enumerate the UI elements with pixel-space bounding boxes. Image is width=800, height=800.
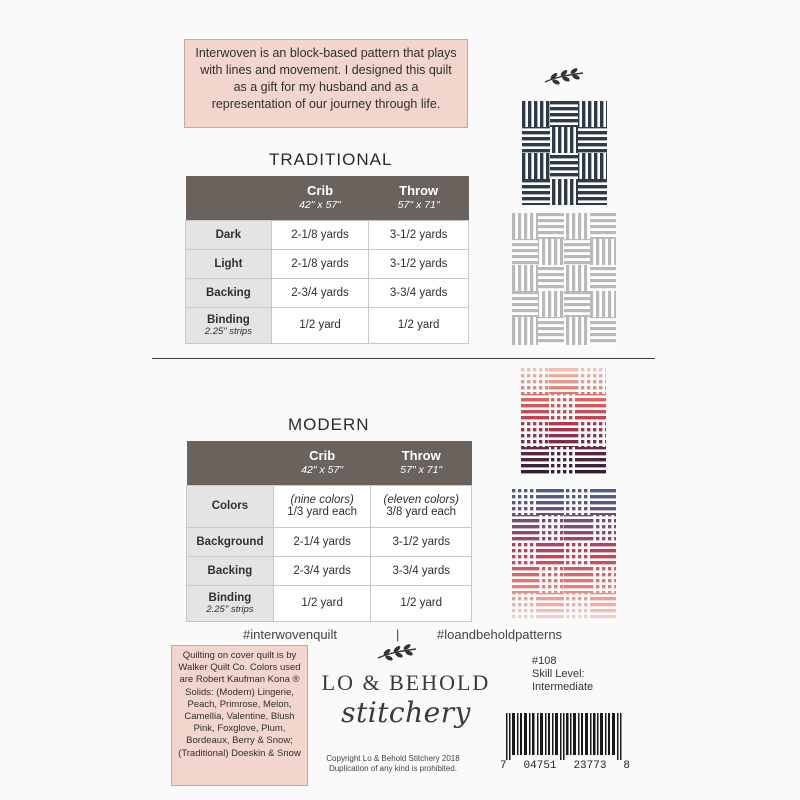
row-sublabel: 2.25" strips <box>204 325 252 337</box>
table-cell: 2-1/4 yards <box>273 527 371 556</box>
fabric-notes-box <box>171 645 308 786</box>
modern-throw-quilt-image <box>512 489 616 620</box>
column-header-crib: Crib 42" x 57" <box>273 441 371 485</box>
table-cell: 2-1/8 yards <box>271 249 369 278</box>
table-row <box>186 249 469 278</box>
table-row <box>187 556 472 585</box>
modern-crib-quilt-image <box>521 368 606 474</box>
row-label: Backing <box>187 556 274 585</box>
intro-box <box>184 39 468 128</box>
copyright-line: Duplication of any kind is prohibited. <box>328 764 458 773</box>
modern-title: MODERN <box>288 415 370 434</box>
table-cell: 3-1/2 yards <box>371 527 472 556</box>
brand-name: LO & BEHOLD <box>321 670 491 695</box>
table-row <box>186 220 469 249</box>
row-label: Backing <box>186 278 272 307</box>
copyright-notice <box>300 754 486 774</box>
brand-logo <box>321 670 491 730</box>
skill-value: Intermediate <box>532 681 594 693</box>
table-row <box>186 307 469 343</box>
table-cell: 1/2 yard <box>371 585 472 621</box>
laurel-sprig-icon <box>375 643 419 663</box>
column-dims: 57" x 71" <box>397 198 440 211</box>
table-header-row <box>187 441 472 485</box>
column-dims: 42" x 57" <box>301 463 344 476</box>
column-header-crib: Crib 42" x 57" <box>271 176 369 220</box>
section-divider <box>152 358 655 359</box>
barcode-digit: 04751 <box>523 760 557 772</box>
traditional-crib-quilt-image <box>522 101 607 205</box>
laurel-sprig-icon <box>542 67 586 87</box>
table-row <box>187 527 472 556</box>
table-cell: 3-1/2 yards <box>369 220 469 249</box>
barcode-digit: 23773 <box>573 760 607 772</box>
column-dims: 42" x 57" <box>299 198 341 211</box>
table-cell: 2-1/8 yards <box>271 220 369 249</box>
table-cell: (nine colors) 1/3 yard each <box>273 485 371 527</box>
table-cell: 3-1/2 yards <box>369 249 469 278</box>
barcode-digit: 7 <box>500 760 507 772</box>
traditional-title: TRADITIONAL <box>269 150 393 169</box>
table-cell: 1/2 yard <box>273 585 371 621</box>
table-row <box>186 278 469 307</box>
column-header-throw: Throw 57" x 71" <box>371 441 472 485</box>
brand-script: stitchery <box>341 696 471 729</box>
pattern-meta <box>532 655 593 694</box>
traditional-table <box>185 176 469 344</box>
barcode-digits <box>500 760 630 772</box>
copyright-line: Copyright Lo & Behold Stitchery 2018 <box>326 754 460 763</box>
table-cell: 3-3/4 yards <box>371 556 472 585</box>
hashtag-interwovenquilt: #interwovenquilt <box>243 627 337 642</box>
header-corner <box>187 441 274 485</box>
intro-text: Interwoven is an block-based pattern that plays with lines and movement. I designed this quilt as a gift for my husband and as a representation of our journey through life. <box>195 46 457 111</box>
row-label: Binding 2.25" strips <box>186 307 272 343</box>
table-cell: 3-3/4 yards <box>369 278 469 307</box>
pattern-number: #108 <box>532 655 557 667</box>
table-cell: 2-3/4 yards <box>271 278 369 307</box>
fabric-notes-text: Quilting on cover quilt is by Walker Quilt Co. Colors used are Robert Kaufman Kona ® Solids: (Modern) Lingerie, Peach, Primrose, Melon, Camellia, Valentine, Blush Pink, Foxglove, Plum, Bordeaux, Berry & Snow; (Traditional) Doeskin & Snow <box>178 650 301 759</box>
cell-note: (nine colors) <box>290 494 354 506</box>
row-label: Background <box>187 527 274 556</box>
row-sublabel: 2.25" strips <box>206 603 254 615</box>
table-cell: 1/2 yard <box>369 307 469 343</box>
row-label: Light <box>186 249 272 278</box>
column-dims: 57" x 71" <box>400 463 443 476</box>
table-cell: 1/2 yard <box>271 307 369 343</box>
row-label: Colors <box>187 485 274 527</box>
row-label: Dark <box>186 220 272 249</box>
table-row <box>187 585 472 621</box>
table-cell: (eleven colors) 3/8 yard each <box>371 485 472 527</box>
table-row <box>187 485 472 527</box>
table-header-row <box>186 176 469 220</box>
hashtag-separator: | <box>396 627 400 642</box>
barcode-digit: 8 <box>623 760 630 772</box>
skill-label: Skill Level: <box>532 668 585 680</box>
cell-note: (eleven colors) <box>383 494 459 506</box>
traditional-throw-quilt-image <box>512 213 616 345</box>
column-header-throw: Throw 57" x 71" <box>369 176 469 220</box>
modern-table <box>186 441 472 622</box>
hashtag-loandbeholdpatterns: #loandbeholdpatterns <box>437 627 563 642</box>
table-cell: 2-3/4 yards <box>273 556 371 585</box>
row-label: Binding 2.25" strips <box>187 585 274 621</box>
header-corner <box>186 176 272 220</box>
barcode <box>506 713 622 760</box>
